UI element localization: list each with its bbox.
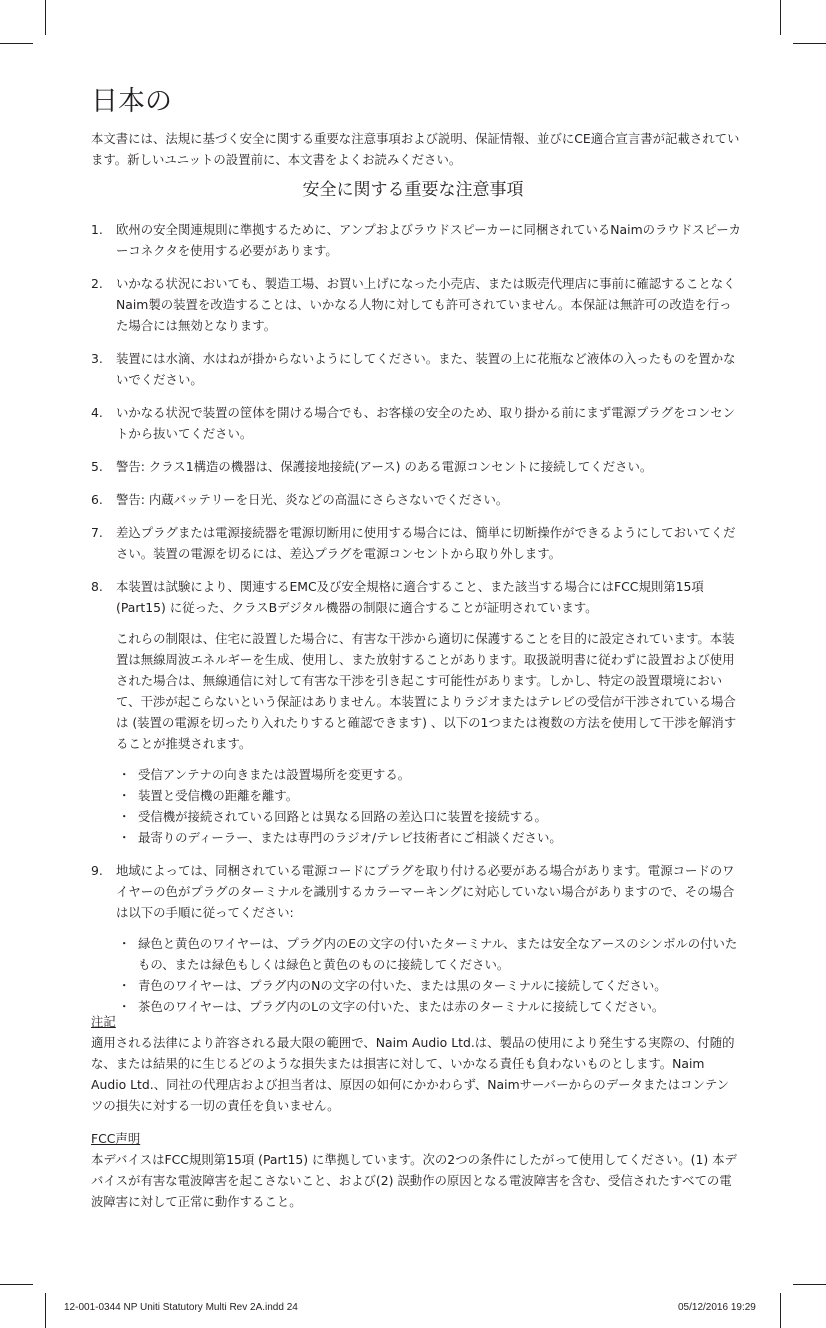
- item-text: 地域によっては、同梱されている電源コードにプラグを取り付ける必要がある場合があります。電源コードのワイヤーの色がプラグのターミナルを識別するカラーマーキングに対応していない場合がありますので、その場合は以下の手順に従ってください:: [116, 863, 735, 920]
- list-item: [116, 785, 741, 806]
- intro-paragraph: 本文書には、法規に基づく安全に関する重要な注意事項および説明、保証情報、並びにCE適合宣言書が記載されています。新しいユニットの設置前に、本文書をよくお読みください。: [91, 131, 740, 167]
- list-item: [116, 933, 741, 975]
- item-number: 9.: [91, 863, 103, 878]
- bullet-text: 緑色と黄色のワイヤーは、プラグ内のEの文字の付いたターミナル、または安全なアースのシンボルの付いたもの、または緑色もしくは緑色と黄色のものに接続してください。: [138, 936, 738, 972]
- bullet-list: [116, 764, 741, 848]
- notice-heading: 注記: [91, 1014, 116, 1029]
- crop-mark: [793, 43, 826, 44]
- list-item: [116, 764, 741, 785]
- safety-item: [91, 273, 741, 336]
- item-number: 2.: [91, 276, 103, 291]
- item-text: 装置には水滴、水はねが掛からないようにしてください。また、装置の上に花瓶など液体の入ったものを置かないでください。: [116, 351, 736, 387]
- footer-file-name: 12-001-0344 NP Uniti Statutory Multi Rev 2A.indd 24: [64, 1302, 298, 1313]
- item-text: 警告: 内蔵バッテリーを日光、炎などの高温にさらさないでください。: [116, 492, 509, 507]
- crop-mark: [45, 0, 46, 35]
- bullet-text: 装置と受信機の距離を離す。: [138, 788, 299, 803]
- notice-text: 適用される法律により許容される最大限の範囲で、Naim Audio Ltd.は、製品の使用により発生する実際の、付随的な、または結果的に生じるどのような損失または損害に対して、いかなる責任も負わないものとします。Naim Audio Ltd.、同社の代理店および担当者は、原因の如何にかかわらず、Naimサーバーからのデータまたはコンテンツの損失に対する一切の責任を負いません。: [91, 1035, 735, 1113]
- item-text: いかなる状況においても、製造工場、お買い上げになった小売店、または販売代理店に事前に確認することなくNaim製の装置を改造することは、いかなる人物に対しても許可されていません。本保証は無許可の改造を行った場合には無効となります。: [116, 276, 736, 333]
- item-number: 4.: [91, 405, 103, 420]
- safety-item: [91, 576, 741, 848]
- bullet-icon: ・: [118, 999, 131, 1014]
- bullet-icon: ・: [118, 809, 131, 824]
- item-text: 警告: クラス1構造の機器は、保護接地接続(アース) のある電源コンセントに接続してください。: [116, 459, 653, 474]
- bullet-icon: ・: [118, 830, 131, 845]
- item-number: 6.: [91, 492, 103, 507]
- section-title: 安全に関する重要な注意事項: [302, 180, 524, 200]
- safety-items-list: [91, 219, 741, 1029]
- safety-item: [91, 219, 741, 261]
- safety-item: [91, 402, 741, 444]
- list-item: [116, 806, 741, 827]
- item-number: 5.: [91, 459, 103, 474]
- item-text: いかなる状況で装置の筐体を開ける場合でも、お客様の安全のため、取り掛かる前にまず電源プラグをコンセントから抜いてください。: [116, 405, 736, 441]
- bullet-text: 受信アンテナの向きまたは設置場所を変更する。: [138, 767, 411, 782]
- safety-item: [91, 456, 741, 477]
- bullet-icon: ・: [118, 978, 131, 993]
- safety-item: [91, 522, 741, 564]
- item-text: 本装置は試験により、関連するEMC及び安全規格に適合すること、また該当する場合にはFCC規則第15項 (Part15) に従った、クラスBデジタル機器の制限に適合することが証明されています。: [116, 579, 704, 615]
- crop-mark: [793, 1284, 826, 1285]
- bullet-icon: ・: [118, 788, 131, 803]
- item-text: 差込プラグまたは電源接続器を電源切断用に使用する場合には、簡単に切断操作ができるようにしておいてください。装置の電源を切るには、差込プラグを電源コンセントから取り外します。: [116, 525, 736, 561]
- bullet-text: 最寄りのディーラー、または専門のラジオ/テレビ技術者にご相談ください。: [138, 830, 562, 845]
- footer-date: 05/12/2016 19:29: [678, 1302, 756, 1313]
- fcc-block: [91, 1128, 741, 1212]
- fcc-text: 本デバイスはFCC規則第15項 (Part15) に準拠しています。次の2つの条件にしたがって使用してください。(1) 本デバイスが有害な電波障害を起こさないこと、および(2) 誤動作の原因となる電波障害を含む、受信されたすべての電波障害に対して正常に動作すること。: [91, 1152, 737, 1209]
- list-item: [116, 827, 741, 848]
- crop-mark: [45, 1293, 46, 1328]
- bullet-icon: ・: [118, 936, 131, 951]
- safety-item: [91, 489, 741, 510]
- list-item: [116, 975, 741, 996]
- crop-mark: [0, 43, 33, 44]
- bullet-text: 青色のワイヤーは、プラグ内のNの文字の付いた、または黒のターミナルに接続してください。: [138, 978, 667, 993]
- bullet-icon: ・: [118, 767, 131, 782]
- bullet-text: 茶色のワイヤーは、プラグ内のLの文字の付いた、または赤のターミナルに接続してください。: [138, 999, 665, 1014]
- item-number: 3.: [91, 351, 103, 366]
- bullet-text: 受信機が接続されている回路とは異なる回路の差込口に装置を接続する。: [138, 809, 547, 824]
- fcc-heading: FCC声明: [91, 1131, 141, 1146]
- item-number: 1.: [91, 222, 103, 237]
- item-paragraph: これらの制限は、住宅に設置した場合に、有害な干渉から適切に保護することを目的に設定されています。本装置は無線周波エネルギーを生成、使用し、また放射することがあります。取扱説明書に従わずに設置および使用された場合は、無線通信に対して有害な干渉を引き起こす可能性があります。しかし、特定の設置環境において、干渉が起こらないという保証はありません。本装置によりラジオまたはテレビの受信が干渉されている場合は (装置の電源を切ったり入れたりすると確認できます) 、以下の1つまたは複数の方法を使用して干渉を解消することが推奨されます。: [116, 631, 737, 751]
- safety-item: [91, 348, 741, 390]
- item-number: 8.: [91, 579, 103, 594]
- page-title: 日本の: [91, 86, 172, 117]
- bullet-list: [116, 933, 741, 1017]
- safety-item: [91, 860, 741, 1017]
- item-text: 欧州の安全関連規則に準拠するために、アンプおよびラウドスピーカーに同梱されているNaimのラウドスピーカーコネクタを使用する必要があります。: [116, 222, 741, 258]
- crop-mark: [780, 0, 781, 35]
- crop-mark: [780, 1293, 781, 1328]
- crop-mark: [0, 1284, 33, 1285]
- item-number: 7.: [91, 525, 103, 540]
- notice-block: [91, 1011, 741, 1116]
